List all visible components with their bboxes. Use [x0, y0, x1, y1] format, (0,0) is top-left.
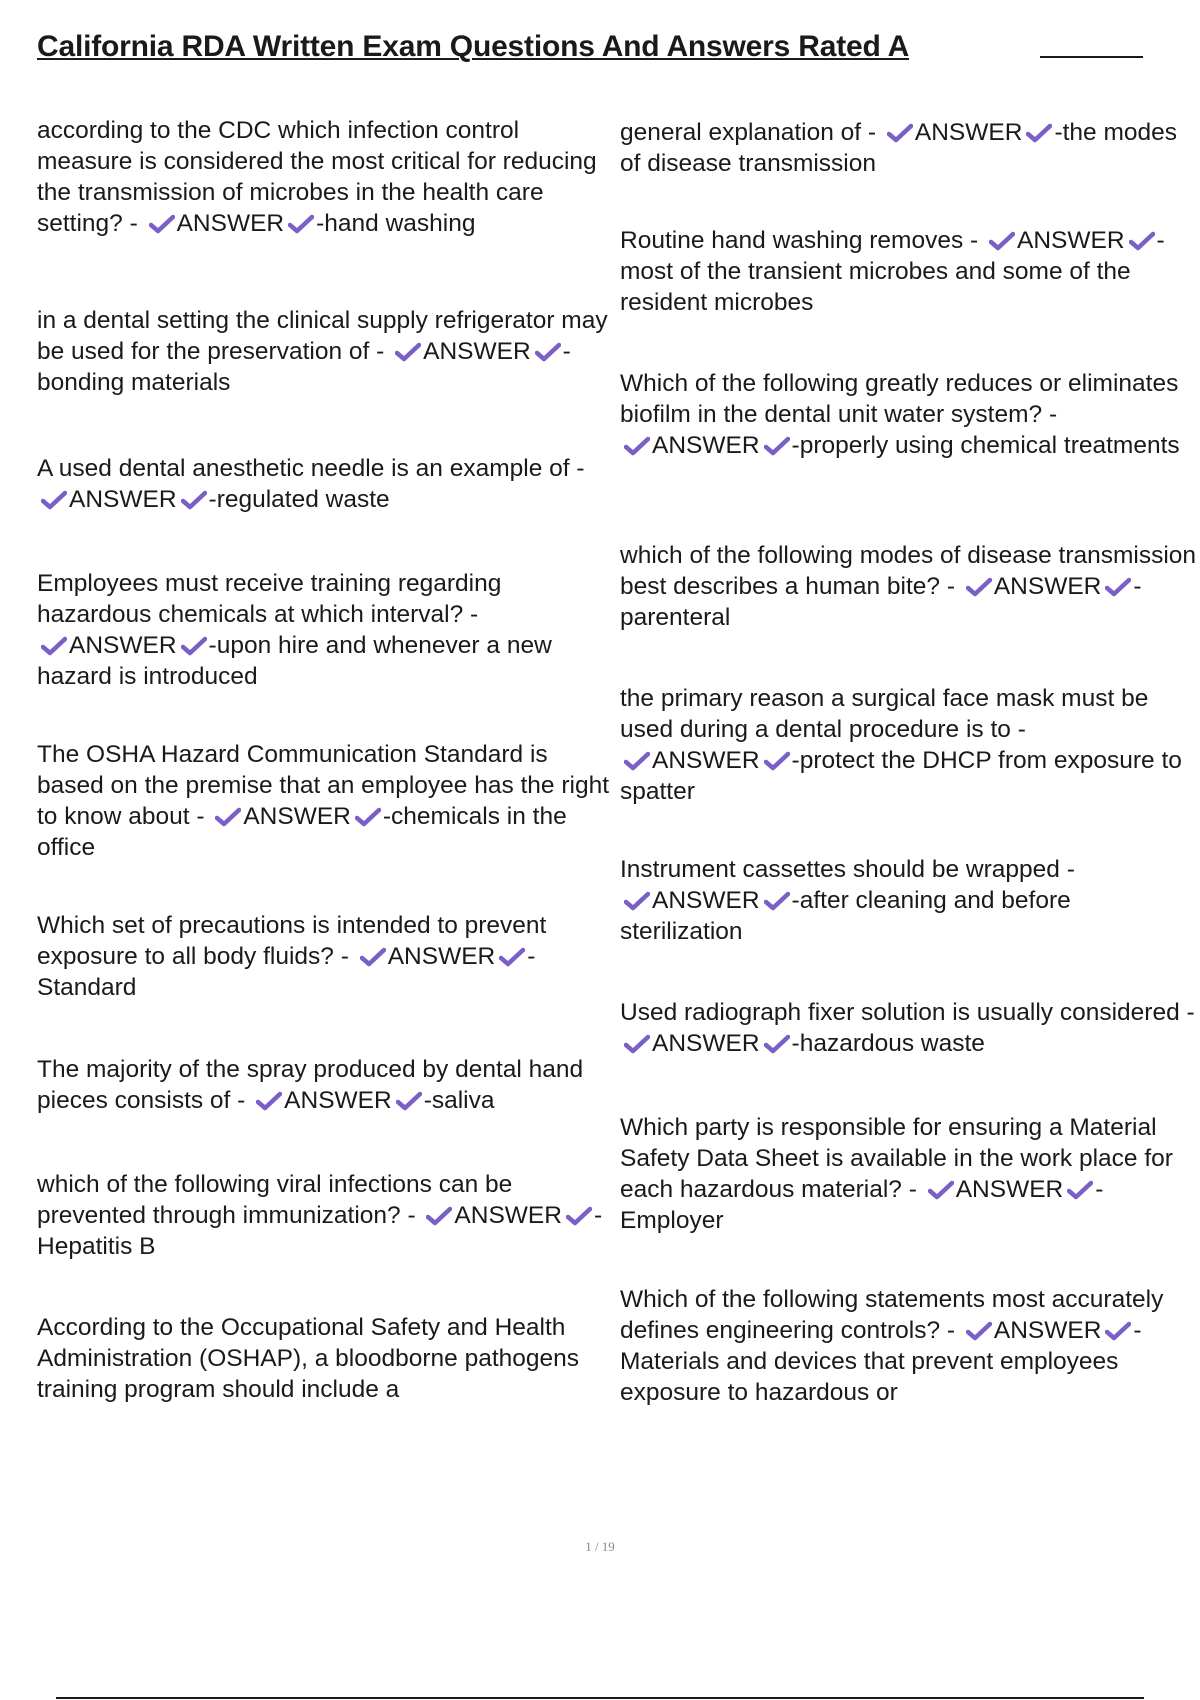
answer-label: ANSWER — [955, 1176, 1064, 1203]
checkmark-icon — [1026, 123, 1052, 143]
qa-item — [37, 453, 612, 515]
checkmark-icon — [1129, 231, 1155, 251]
qa-item — [620, 683, 1200, 807]
checkmark-icon — [499, 947, 525, 967]
question-text: According to the Occupational Safety and Health Administration (OSHAP), a bloodborne pathogens training program should include a — [37, 1314, 580, 1403]
answer-label: ANSWER — [993, 573, 1102, 600]
checkmark-icon — [395, 342, 421, 362]
answer-text: -properly using chemical treatments — [791, 432, 1180, 459]
title-underline-rule — [1040, 56, 1143, 58]
checkmark-icon — [966, 577, 992, 597]
question-text: in a dental setting the clinical supply refrigerator may be used for the preservation of - — [37, 307, 608, 365]
answer-marker — [620, 432, 792, 459]
answer-text: -Standard — [37, 943, 536, 1001]
question-text: Which set of precautions is intended to prevent exposure to all body fluids? - — [37, 912, 547, 970]
answer-text: -hand washing — [316, 210, 476, 237]
answer-text: -Materials and devices that prevent employees exposure to hazardous or — [620, 1317, 1142, 1406]
checkmark-icon — [966, 1321, 992, 1341]
answer-marker — [962, 573, 1134, 600]
answer-label: ANSWER — [423, 338, 531, 365]
question-text: which of the following modes of disease transmission best describes a human bite? - — [620, 542, 1197, 600]
answer-text: -regulated waste — [208, 486, 390, 513]
checkmark-icon — [288, 214, 314, 234]
checkmark-icon — [764, 436, 790, 456]
answer-label: ANSWER — [284, 1087, 392, 1114]
checkmark-icon — [764, 751, 790, 771]
qa-item — [37, 115, 612, 239]
answer-text: -hazardous waste — [791, 1030, 985, 1057]
answer-text: -chemicals in the office — [37, 803, 567, 861]
answer-text: -upon hire and whenever a new hazard is introduced — [37, 632, 552, 690]
answer-marker — [252, 1087, 424, 1114]
answer-label: ANSWER — [387, 943, 496, 970]
checkmark-icon — [181, 636, 207, 656]
checkmark-icon — [256, 1091, 282, 1111]
question-text: according to the CDC which infection control measure is considered the most critical for reducing the transmission of microbes in the health care setting? - — [37, 117, 597, 237]
answer-marker — [962, 1317, 1134, 1344]
answer-label: ANSWER — [454, 1202, 562, 1229]
question-text: Routine hand washing removes - — [620, 227, 979, 254]
checkmark-icon — [396, 1091, 422, 1111]
checkmark-icon — [360, 947, 386, 967]
question-text: The OSHA Hazard Communication Standard is based on the premise that an employee has the right to know about - — [37, 741, 610, 830]
question-text: Which party is responsible for ensuring a Material Safety Data Sheet is available in the work place for each hazardous material? - — [620, 1114, 1173, 1203]
answer-text: -after cleaning and before sterilization — [620, 887, 1071, 945]
answer-text: -Employer — [620, 1176, 1104, 1234]
qa-item — [37, 739, 612, 863]
answer-label: ANSWER — [652, 432, 760, 459]
page-bottom-rule — [56, 1697, 1144, 1699]
qa-item — [37, 1169, 612, 1262]
answer-marker — [37, 486, 209, 513]
answer-text: -most of the transient microbes and some of the resident microbes — [620, 227, 1165, 316]
question-text: Used radiograph fixer solution is usually considered - — [620, 999, 1195, 1026]
question-text: The majority of the spray produced by dental hand pieces consists of - — [37, 1056, 584, 1114]
checkmark-icon — [624, 436, 650, 456]
answer-marker — [985, 227, 1157, 254]
qa-item — [620, 1112, 1200, 1236]
checkmark-icon — [928, 1180, 954, 1200]
checkmark-icon — [1067, 1180, 1093, 1200]
qa-item — [620, 225, 1200, 318]
qa-item — [620, 854, 1200, 947]
qa-item — [37, 1312, 612, 1405]
checkmark-icon — [1105, 577, 1131, 597]
qa-item — [37, 568, 612, 692]
checkmark-icon — [181, 490, 207, 510]
answer-label: ANSWER — [176, 210, 285, 237]
question-text: the primary reason a surgical face mask must be used during a dental procedure is to - — [620, 685, 1149, 743]
answer-marker — [620, 747, 792, 774]
answer-text: -protect the DHCP from exposure to spatter — [620, 747, 1182, 805]
answer-marker — [37, 632, 209, 659]
answer-marker — [620, 1030, 792, 1057]
question-text: Which of the following greatly reduces or eliminates biofilm in the dental unit water system? - — [620, 370, 1179, 428]
qa-item — [620, 368, 1200, 461]
answer-label: ANSWER — [914, 119, 1023, 146]
answer-text: -the modes of disease transmission — [620, 119, 1177, 177]
checkmark-icon — [149, 214, 175, 234]
answer-text: -bonding materials — [37, 338, 571, 396]
answer-text: -saliva — [423, 1087, 495, 1114]
answer-marker — [422, 1202, 594, 1229]
question-text: Which of the following statements most accurately defines engineering controls? - — [620, 1286, 1164, 1344]
qa-item — [620, 997, 1200, 1059]
checkmark-icon — [764, 1034, 790, 1054]
qa-item — [620, 117, 1200, 179]
answer-marker — [924, 1176, 1096, 1203]
checkmark-icon — [215, 807, 241, 827]
answer-text: -parenteral — [620, 573, 1142, 631]
qa-item — [37, 1054, 612, 1116]
answer-marker — [620, 887, 792, 914]
checkmark-icon — [41, 490, 67, 510]
answer-marker — [356, 943, 528, 970]
checkmark-icon — [535, 342, 561, 362]
qa-item — [37, 910, 612, 1003]
answer-label: ANSWER — [652, 887, 760, 914]
answer-marker — [883, 119, 1055, 146]
page-indicator: 1 / 19 — [585, 1539, 615, 1554]
checkmark-icon — [426, 1206, 452, 1226]
answer-label: ANSWER — [1016, 227, 1125, 254]
question-text: general explanation of - — [620, 119, 877, 146]
answer-label: ANSWER — [993, 1317, 1102, 1344]
answer-label: ANSWER — [652, 1030, 760, 1057]
checkmark-icon — [566, 1206, 592, 1226]
question-text: which of the following viral infections can be prevented through immunization? - — [37, 1171, 513, 1229]
answer-label: ANSWER — [652, 747, 760, 774]
question-text: Instrument cassettes should be wrapped - — [620, 856, 1075, 883]
qa-item — [620, 1284, 1200, 1408]
answer-label: ANSWER — [243, 803, 351, 830]
qa-item — [37, 305, 612, 398]
checkmark-icon — [355, 807, 381, 827]
question-text: A used dental anesthetic needle is an example of - — [37, 455, 585, 482]
checkmark-icon — [1105, 1321, 1131, 1341]
checkmark-icon — [624, 1034, 650, 1054]
document-title: California RDA Written Exam Questions And Answers Rated A — [37, 30, 910, 63]
checkmark-icon — [887, 123, 913, 143]
answer-marker — [391, 338, 563, 365]
answer-text: -Hepatitis B — [37, 1202, 603, 1260]
qa-item — [620, 540, 1200, 633]
answer-label: ANSWER — [69, 486, 177, 513]
checkmark-icon — [624, 891, 650, 911]
answer-marker — [211, 803, 383, 830]
answer-marker — [145, 210, 317, 237]
question-text: Employees must receive training regarding hazardous chemicals at which interval? - — [37, 570, 502, 628]
checkmark-icon — [764, 891, 790, 911]
answer-label: ANSWER — [69, 632, 177, 659]
checkmark-icon — [989, 231, 1015, 251]
checkmark-icon — [41, 636, 67, 656]
checkmark-icon — [624, 751, 650, 771]
